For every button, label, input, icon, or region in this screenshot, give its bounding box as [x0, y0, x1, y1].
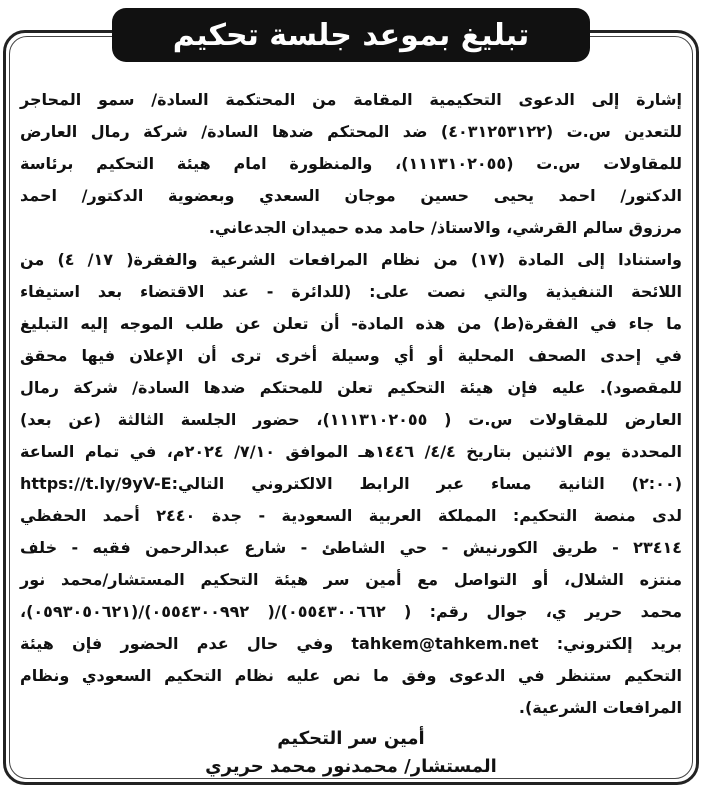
- body-line: المرافعات الشرعية).: [518, 698, 682, 717]
- body-line: اللائحة التنفيذية والتي نصت على: (للدائرة - عند الاقتضاء بعد استيفاء: [20, 282, 682, 301]
- notice-title: تبليغ بموعد جلسة تحكيم: [112, 8, 590, 62]
- body-line: للتعدين س.ت (٤٠٣١٢٥٣١٢٢) ضد المحتكم ضدها السادة/ شركة رمال العارض: [20, 122, 682, 141]
- body-line: واستنادا إلى المادة (١٧) من نظام المرافعات الشرعية والفقرة( ١٧/ ٤) من: [20, 250, 682, 269]
- body-line-email: بريد إلكتروني: tahkem@tahkem.net وفي حال عدم الحضور فإن هيئة: [20, 634, 683, 653]
- body-line: للمقاولات س.ت (١١١٣١٠٢٠٥٥)، والمنظورة امام هيئة التحكيم برئاسة: [20, 154, 682, 173]
- body-line: التحكيم ستنظر في الدعوى وفق ما نص عليه نظام التحكيم السعودي ونظام: [20, 666, 682, 685]
- body-line-link: (٢:٠٠) الثانية مساء عبر الرابط الالكتروني التالي:https://t.ly/9yV-E: [20, 474, 682, 493]
- body-line: ٢٣٤١٤ - طريق الكورنيش - حي الشاطئ - شارع عبدالرحمن فقيه - خلف: [20, 538, 682, 557]
- body-line: إشارة إلى الدعوى التحكيمية المقامة من المحتكمة السادة/ سمو المحاجر: [20, 90, 682, 109]
- body-line: العارض للمقاولات س.ت ( ١١١٣١٠٢٠٥٥)، حضور الجلسة الثالثة (عن بعد): [20, 410, 682, 429]
- body-line: مرزوق سالم القرشي، والاستاذ/ حامد مده حميدان الجدعاني.: [208, 218, 682, 237]
- signature-role: أمين سر التحكيم: [277, 728, 425, 749]
- signature-name: المستشار/ محمدنور محمد حريري: [205, 756, 497, 777]
- body-line: منتزه الشلال، أو التواصل مع أمين سر هيئة التحكيم المستشار/محمد نور: [20, 570, 682, 589]
- body-line: للمقصود). عليه فإن هيئة التحكيم تعلن للمحتكم ضدها السادة/ شركة رمال: [20, 378, 682, 397]
- body-line: ما جاء في الفقرة(ط) من هذه المادة- أن تعلن عن طلب الموجه إليه التبليغ: [20, 314, 682, 333]
- body-line: في إحدى الصحف المحلية أو أي وسيلة أخرى ترى أن الإعلان فيها محقق: [20, 346, 682, 365]
- body-line: لدى منصة التحكيم: المملكة العربية السعودية - جدة ٢٤٤٠ أحمد الحفظي: [20, 506, 682, 525]
- body-line: المحددة يوم الاثنين بتاريخ ٤/٤/ ١٤٤٦هـ الموافق ٧/١٠/ ٢٠٢٤م، في تمام الساعة: [20, 442, 683, 461]
- body-line: الدكتور/ احمد يحيى حسين موجان السعدي وبعضوية الدكتور/ احمد: [20, 186, 682, 205]
- body-line-phones: محمد حرير ي، جوال رقم: ( ٠٥٥٤٣٠٠٦٦٢)/( ٠٥٥٤٣٠٠٩٩٢)/(٠٥٩٣٠٥٠٦٢١)،: [20, 602, 683, 621]
- notice-body: [20, 84, 682, 724]
